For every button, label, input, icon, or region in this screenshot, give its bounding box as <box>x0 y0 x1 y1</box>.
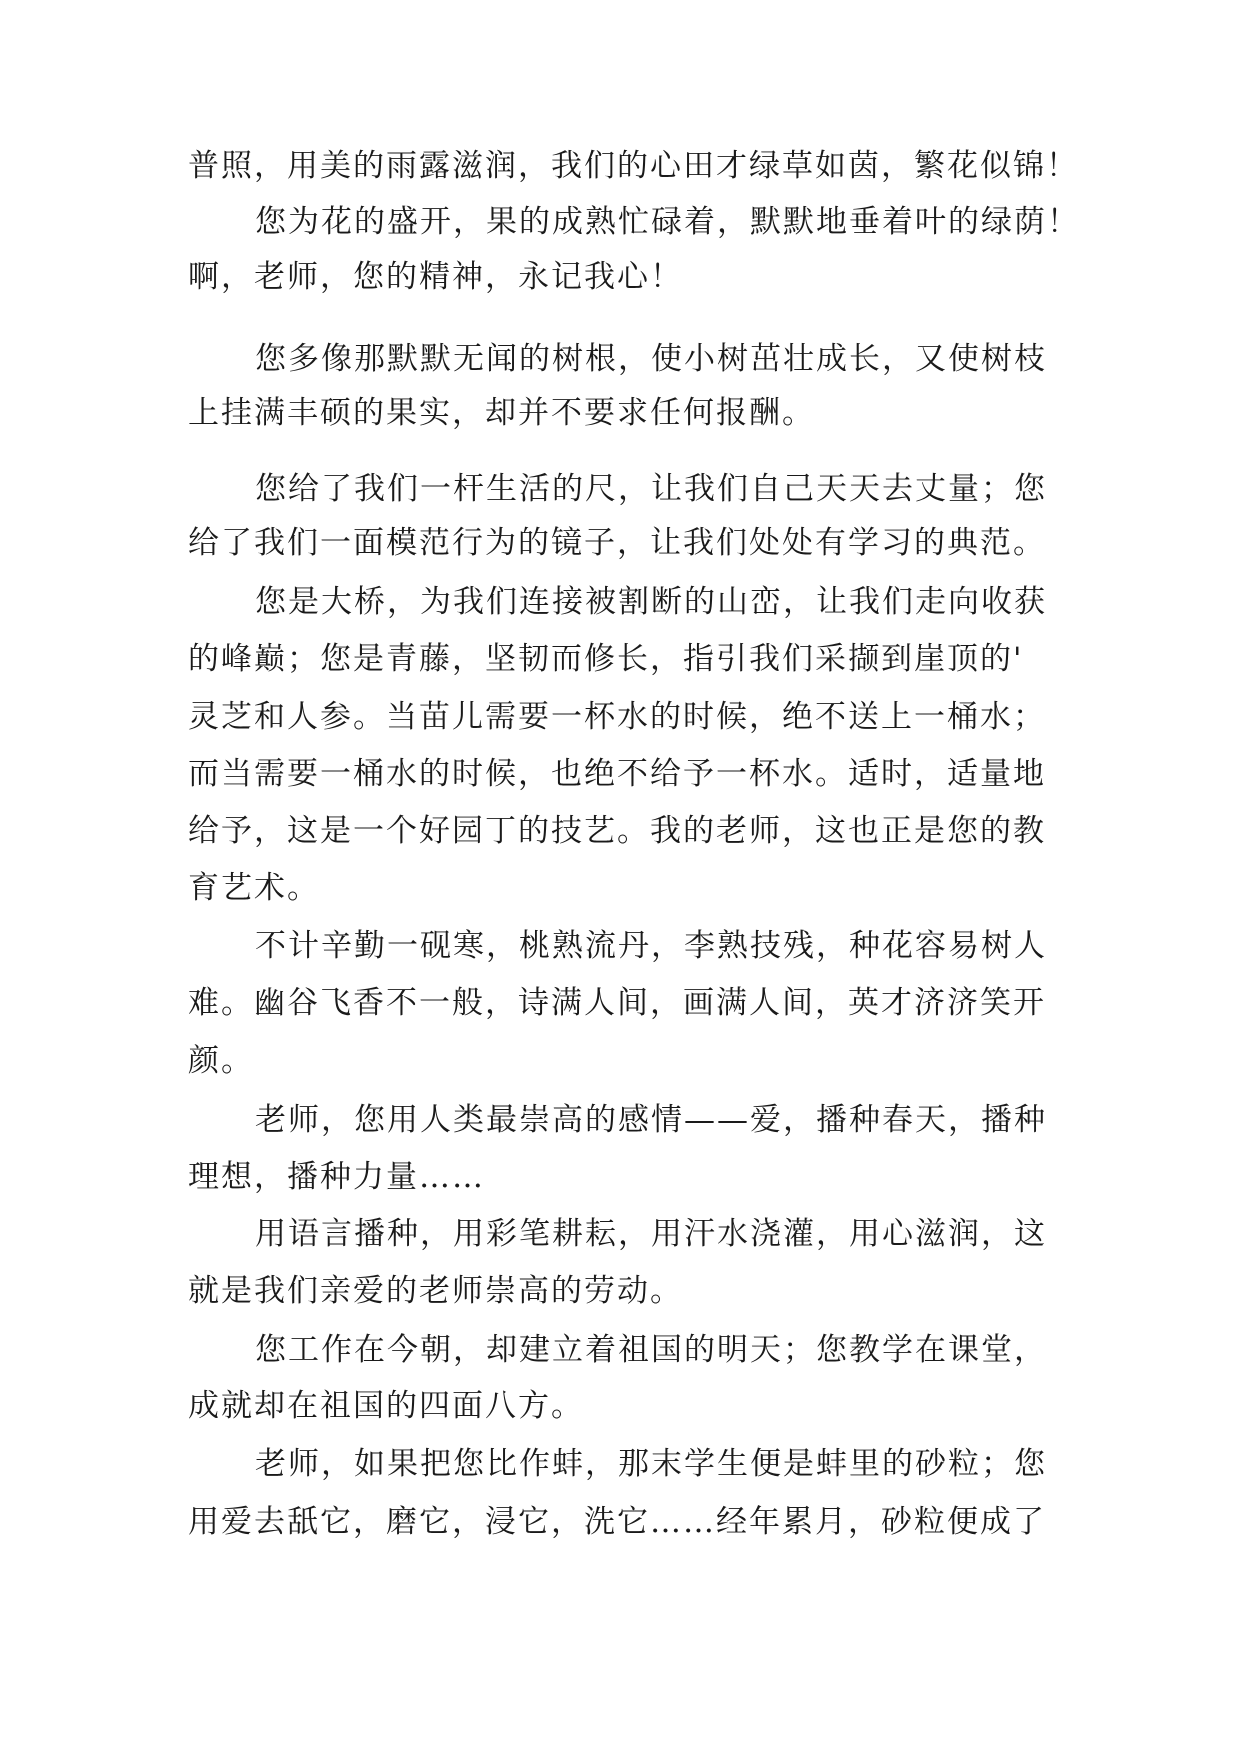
text-line: 颜。 <box>188 1043 254 1079</box>
text-line: 上挂满丰硕的果实，却并不要求任何报酬。 <box>188 395 815 431</box>
text-line: 而当需要一桶水的时候，也绝不给予一杯水。适时，适量地 <box>188 756 1046 792</box>
text-line: 的峰巅；您是青藤，坚韧而修长，指引我们采撷到崖顶的' <box>188 641 1024 677</box>
text-line: 给予，这是一个好园丁的技艺。我的老师，这也正是您的教 <box>188 813 1046 849</box>
text-line: 用爱去舐它，磨它，浸它，洗它……经年累月，砂粒便成了 <box>188 1504 1046 1540</box>
text-line: 成就却在祖国的四面八方。 <box>188 1388 584 1424</box>
text-line: 理想，播种力量…… <box>188 1159 485 1195</box>
text-line: 您为花的盛开，果的成熟忙碌着，默默地垂着叶的绿荫！ <box>255 204 1080 240</box>
text-line: 给了我们一面模范行为的镜子，让我们处处有学习的典范。 <box>188 525 1046 561</box>
text-line: 老师，您用人类最崇高的感情——爱，播种春天，播种 <box>255 1102 1047 1138</box>
text-line: 您是大桥，为我们连接被割断的山峦，让我们走向收获 <box>255 584 1047 620</box>
text-line: 您多像那默默无闻的树根，使小树茁壮成长，又使树枝 <box>255 341 1047 377</box>
text-line: 老师，如果把您比作蚌，那末学生便是蚌里的砂粒；您 <box>255 1446 1047 1482</box>
text-line: 灵芝和人参。当苗儿需要一杯水的时候，绝不送上一桶水； <box>188 699 1046 735</box>
text-line: 您给了我们一杆生活的尺，让我们自己天天去丈量；您 <box>255 471 1047 507</box>
text-line: 育艺术。 <box>188 870 320 906</box>
text-line: 啊，老师，您的精神，永记我心！ <box>188 259 683 295</box>
text-line: 普照，用美的雨露滋润，我们的心田才绿草如茵，繁花似锦！ <box>188 148 1079 184</box>
text-line: 不计辛勤一砚寒，桃熟流丹，李熟技残，种花容易树人 <box>255 928 1047 964</box>
text-line: 用语言播种，用彩笔耕耘，用汗水浇灌，用心滋润，这 <box>255 1216 1047 1252</box>
text-line: 难。幽谷飞香不一般，诗满人间，画满人间，英才济济笑开 <box>188 985 1046 1021</box>
text-line: 就是我们亲爱的老师崇高的劳动。 <box>188 1273 683 1309</box>
text-line: 您工作在今朝，却建立着祖国的明天；您教学在课堂， <box>255 1332 1047 1368</box>
